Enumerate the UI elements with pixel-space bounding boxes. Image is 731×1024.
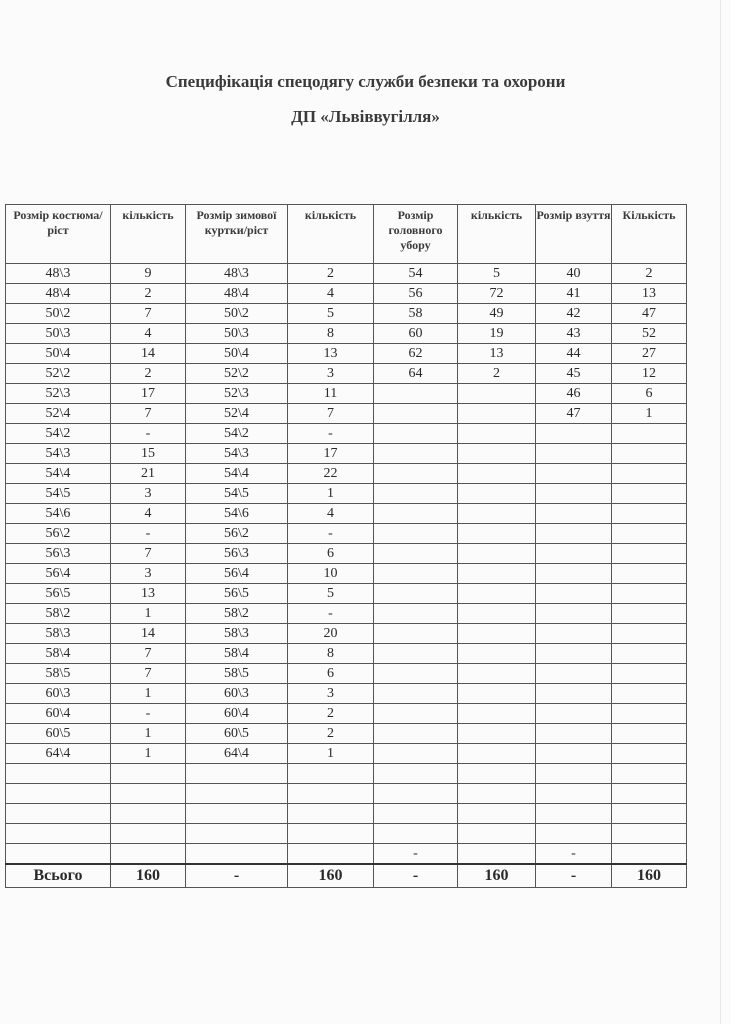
table-cell <box>288 844 374 865</box>
table-cell <box>111 804 186 824</box>
table-cell <box>458 584 536 604</box>
table-cell <box>288 824 374 844</box>
table-cell: 40 <box>536 264 612 284</box>
table-cell <box>612 804 687 824</box>
table-cell <box>458 664 536 684</box>
table-cell: 60\3 <box>186 684 288 704</box>
table-row <box>6 644 687 664</box>
table-cell: - <box>288 604 374 624</box>
table-cell: 56\4 <box>6 564 111 584</box>
table-cell: 4 <box>111 324 186 344</box>
table-row <box>6 424 687 444</box>
table-cell: 52\4 <box>186 404 288 424</box>
table-cell: - <box>288 424 374 444</box>
table-cell: 1 <box>288 744 374 764</box>
table-cell: 52\3 <box>186 384 288 404</box>
table-cell <box>458 544 536 564</box>
table-cell <box>536 424 612 444</box>
table-cell: 47 <box>612 304 687 324</box>
table-cell: 1 <box>111 724 186 744</box>
table-cell: 1 <box>288 484 374 504</box>
table-cell <box>612 504 687 524</box>
table-cell <box>458 844 536 865</box>
table-cell: 60\4 <box>186 704 288 724</box>
table-row <box>6 784 687 804</box>
total-cell: 160 <box>111 864 186 888</box>
table-cell: 7 <box>111 304 186 324</box>
table-cell: 54\5 <box>6 484 111 504</box>
table-cell <box>612 584 687 604</box>
table-cell: 13 <box>458 344 536 364</box>
table-cell <box>6 804 111 824</box>
table-cell <box>374 824 458 844</box>
table-row <box>6 764 687 784</box>
table-cell: 60 <box>374 324 458 344</box>
table-row <box>6 724 687 744</box>
table-cell: 58\3 <box>6 624 111 644</box>
table-cell: 22 <box>288 464 374 484</box>
table-cell: 14 <box>111 624 186 644</box>
header-suit-size: Розмір костюма/ ріст <box>6 205 111 264</box>
table-cell <box>612 644 687 664</box>
table-cell <box>458 744 536 764</box>
specification-table <box>5 204 687 888</box>
table-row <box>6 704 687 724</box>
table-row <box>6 744 687 764</box>
table-row <box>6 264 687 284</box>
header-hat-size: Розмір головного убору <box>374 205 458 264</box>
table-cell: 8 <box>288 324 374 344</box>
table-row <box>6 584 687 604</box>
table-cell <box>458 484 536 504</box>
table-cell <box>536 704 612 724</box>
table-cell <box>612 564 687 584</box>
table-cell: 52 <box>612 324 687 344</box>
table-cell: 54\3 <box>186 444 288 464</box>
table-header-row <box>6 205 687 264</box>
table-cell <box>612 704 687 724</box>
table-cell: 2 <box>288 724 374 744</box>
table-cell <box>536 744 612 764</box>
table-cell: 48\4 <box>6 284 111 304</box>
table-cell: 46 <box>536 384 612 404</box>
table-cell: 8 <box>288 644 374 664</box>
table-cell: - <box>111 524 186 544</box>
table-row <box>6 384 687 404</box>
table-row <box>6 364 687 384</box>
table-cell <box>536 544 612 564</box>
total-cell: 160 <box>458 864 536 888</box>
table-cell: 43 <box>536 324 612 344</box>
table-cell <box>612 604 687 624</box>
document-title: Специфікація спецодягу служби безпеки та охорони <box>165 72 566 91</box>
table-row <box>6 604 687 624</box>
table-cell: 60\5 <box>6 724 111 744</box>
table-cell <box>612 684 687 704</box>
table-cell: 56\5 <box>6 584 111 604</box>
table-cell: 7 <box>111 664 186 684</box>
table-cell: 21 <box>111 464 186 484</box>
table-cell: 50\3 <box>186 324 288 344</box>
table-cell <box>612 784 687 804</box>
table-row <box>6 484 687 504</box>
table-cell: - <box>111 704 186 724</box>
table-cell <box>536 664 612 684</box>
total-cell: 160 <box>612 864 687 888</box>
table-cell: 6 <box>288 664 374 684</box>
table-cell: 13 <box>288 344 374 364</box>
table-cell <box>536 524 612 544</box>
table-cell <box>374 564 458 584</box>
table-cell: 56 <box>374 284 458 304</box>
table-cell <box>536 724 612 744</box>
table-cell: 17 <box>111 384 186 404</box>
table-cell <box>458 684 536 704</box>
table-cell <box>374 744 458 764</box>
table-cell: 52\3 <box>6 384 111 404</box>
table-cell: 58\2 <box>6 604 111 624</box>
table-cell: 48\4 <box>186 284 288 304</box>
table-cell <box>458 804 536 824</box>
table-cell: 5 <box>288 304 374 324</box>
table-cell <box>612 424 687 444</box>
table-cell: 7 <box>111 404 186 424</box>
table-row <box>6 464 687 484</box>
table-cell <box>612 624 687 644</box>
table-cell: 50\2 <box>6 304 111 324</box>
table-cell: 64 <box>374 364 458 384</box>
table-cell: 50\4 <box>6 344 111 364</box>
table-cell <box>374 804 458 824</box>
table-cell: 7 <box>288 404 374 424</box>
table-cell <box>374 524 458 544</box>
table-cell <box>536 504 612 524</box>
table-cell <box>186 764 288 784</box>
table-cell <box>536 444 612 464</box>
table-cell: 50\3 <box>6 324 111 344</box>
table-cell: 6 <box>612 384 687 404</box>
header-jacket-qty: кількість <box>288 205 374 264</box>
table-cell: 50\2 <box>186 304 288 324</box>
table-cell <box>374 684 458 704</box>
table-cell: 58\3 <box>186 624 288 644</box>
table-cell: 42 <box>536 304 612 324</box>
table-cell <box>458 564 536 584</box>
table-cell <box>458 784 536 804</box>
table-cell <box>374 384 458 404</box>
table-cell <box>374 464 458 484</box>
table-row <box>6 284 687 304</box>
table-cell: 56\5 <box>186 584 288 604</box>
table-cell: 58\5 <box>186 664 288 684</box>
table-cell <box>536 484 612 504</box>
table-cell <box>111 784 186 804</box>
table-cell: 14 <box>111 344 186 364</box>
table-cell <box>458 504 536 524</box>
table-cell: - <box>111 424 186 444</box>
table-row <box>6 524 687 544</box>
table-cell: 58\5 <box>6 664 111 684</box>
table-cell: 56\4 <box>186 564 288 584</box>
table-cell <box>612 664 687 684</box>
table-cell: 60\3 <box>6 684 111 704</box>
table-cell <box>612 524 687 544</box>
table-row <box>6 624 687 644</box>
table-cell: 49 <box>458 304 536 324</box>
table-cell: 15 <box>111 444 186 464</box>
table-cell <box>458 764 536 784</box>
table-cell: 4 <box>288 504 374 524</box>
table-cell <box>111 844 186 865</box>
table-cell: 50\4 <box>186 344 288 364</box>
total-cell: 160 <box>288 864 374 888</box>
table-cell: 4 <box>288 284 374 304</box>
table-cell <box>612 544 687 564</box>
table-cell <box>536 584 612 604</box>
total-cell: - <box>536 864 612 888</box>
table-cell: 54\6 <box>186 504 288 524</box>
table-cell <box>458 624 536 644</box>
table-cell <box>612 844 687 865</box>
table-cell <box>458 604 536 624</box>
table-cell: 2 <box>111 364 186 384</box>
table-cell <box>111 764 186 784</box>
table-cell <box>612 824 687 844</box>
table-cell: 17 <box>288 444 374 464</box>
table-cell: 54\6 <box>6 504 111 524</box>
table-cell: - <box>536 844 612 865</box>
table-cell: 5 <box>458 264 536 284</box>
table-cell <box>458 404 536 424</box>
table-cell: 54\4 <box>6 464 111 484</box>
table-cell <box>186 804 288 824</box>
table-cell: 7 <box>111 644 186 664</box>
table-cell <box>6 844 111 865</box>
table-cell: 60\4 <box>6 704 111 724</box>
table-cell: 1 <box>111 684 186 704</box>
table-cell: 52\2 <box>6 364 111 384</box>
table-cell <box>288 804 374 824</box>
table-cell <box>536 684 612 704</box>
table-cell: 54 <box>374 264 458 284</box>
table-cell <box>536 804 612 824</box>
table-cell <box>458 384 536 404</box>
table-cell <box>374 704 458 724</box>
table-cell: 2 <box>288 264 374 284</box>
table-row <box>6 344 687 364</box>
table-cell <box>374 584 458 604</box>
total-cell: - <box>186 864 288 888</box>
table-cell: 11 <box>288 384 374 404</box>
table-cell <box>536 624 612 644</box>
table-cell <box>536 764 612 784</box>
table-cell <box>288 784 374 804</box>
table-cell <box>536 824 612 844</box>
header-hat-qty: кількість <box>458 205 536 264</box>
table-cell <box>612 444 687 464</box>
document-subtitle: ДП «Львіввугілля» <box>291 107 440 126</box>
table-cell: 5 <box>288 584 374 604</box>
table-row <box>6 324 687 344</box>
table-row <box>6 564 687 584</box>
table-cell <box>536 464 612 484</box>
table-row <box>6 804 687 824</box>
table-cell: 13 <box>612 284 687 304</box>
table-cell: - <box>374 844 458 865</box>
table-cell: 2 <box>111 284 186 304</box>
table-cell: 56\3 <box>186 544 288 564</box>
table-cell <box>374 604 458 624</box>
table-body <box>6 264 687 865</box>
table-cell: 64\4 <box>186 744 288 764</box>
table-cell: 54\5 <box>186 484 288 504</box>
page-edge <box>720 0 721 1024</box>
table-cell <box>374 424 458 444</box>
table-cell <box>612 724 687 744</box>
table-cell <box>458 824 536 844</box>
table-cell: 3 <box>111 564 186 584</box>
table-cell: 56\3 <box>6 544 111 564</box>
table-row <box>6 504 687 524</box>
table-row <box>6 844 687 865</box>
table-cell: 7 <box>111 544 186 564</box>
table-cell <box>458 464 536 484</box>
table-cell: 72 <box>458 284 536 304</box>
total-label: Всього <box>6 864 111 888</box>
total-cell: - <box>374 864 458 888</box>
table-cell: 10 <box>288 564 374 584</box>
table-cell <box>111 824 186 844</box>
table-cell: 52\2 <box>186 364 288 384</box>
table-cell: 9 <box>111 264 186 284</box>
table-cell: 12 <box>612 364 687 384</box>
table-cell <box>6 764 111 784</box>
table-cell <box>374 764 458 784</box>
table-cell <box>374 504 458 524</box>
table-cell: 13 <box>111 584 186 604</box>
table-cell <box>374 544 458 564</box>
table-cell: 3 <box>111 484 186 504</box>
table-cell <box>458 724 536 744</box>
table-cell <box>6 824 111 844</box>
header-jacket-size: Розмір зимової куртки/ріст <box>186 205 288 264</box>
table-cell <box>374 444 458 464</box>
table-cell <box>612 744 687 764</box>
table-cell: 2 <box>458 364 536 384</box>
table-cell: 56\2 <box>186 524 288 544</box>
table-row <box>6 824 687 844</box>
table-cell: 19 <box>458 324 536 344</box>
table-cell: 4 <box>111 504 186 524</box>
total-row <box>6 864 687 888</box>
table-cell <box>536 604 612 624</box>
table-cell: 44 <box>536 344 612 364</box>
table-cell: 6 <box>288 544 374 564</box>
table-cell: - <box>288 524 374 544</box>
table-cell: 48\3 <box>6 264 111 284</box>
table-cell <box>612 484 687 504</box>
table-cell: 2 <box>612 264 687 284</box>
table-cell <box>458 524 536 544</box>
table-cell: 58 <box>374 304 458 324</box>
header-suit-qty: кількість <box>111 205 186 264</box>
table-cell <box>186 844 288 865</box>
table-cell <box>374 664 458 684</box>
table-cell: 64\4 <box>6 744 111 764</box>
table-cell <box>186 824 288 844</box>
table-cell: 58\2 <box>186 604 288 624</box>
table-cell <box>612 764 687 784</box>
table-cell <box>458 424 536 444</box>
table-cell <box>374 484 458 504</box>
table-cell: 3 <box>288 364 374 384</box>
table-cell: 54\3 <box>6 444 111 464</box>
table-row <box>6 444 687 464</box>
table-cell <box>374 724 458 744</box>
header-shoe-size: Розмір взуття <box>536 205 612 264</box>
table-cell: 1 <box>111 604 186 624</box>
table-cell: 54\4 <box>186 464 288 484</box>
table-cell <box>458 644 536 664</box>
table-row <box>6 544 687 564</box>
table-cell: 45 <box>536 364 612 384</box>
table-row <box>6 304 687 324</box>
table-cell <box>536 784 612 804</box>
table-cell: 54\2 <box>6 424 111 444</box>
header-shoe-qty: Кількість <box>612 205 687 264</box>
table-row <box>6 684 687 704</box>
table-cell: 1 <box>612 404 687 424</box>
table-cell: 47 <box>536 404 612 424</box>
table-cell <box>374 404 458 424</box>
table-cell <box>458 704 536 724</box>
table-cell: 48\3 <box>186 264 288 284</box>
table-cell <box>458 444 536 464</box>
table-cell <box>374 624 458 644</box>
table-cell: 41 <box>536 284 612 304</box>
table-row <box>6 404 687 424</box>
table-cell: 20 <box>288 624 374 644</box>
table-cell <box>186 784 288 804</box>
table-cell <box>6 784 111 804</box>
table-cell: 56\2 <box>6 524 111 544</box>
table-cell: 54\2 <box>186 424 288 444</box>
table-cell <box>374 784 458 804</box>
table-cell: 27 <box>612 344 687 364</box>
table-cell: 2 <box>288 704 374 724</box>
table-cell <box>536 564 612 584</box>
table-cell <box>374 644 458 664</box>
table-row <box>6 664 687 684</box>
table-cell: 62 <box>374 344 458 364</box>
table-cell: 1 <box>111 744 186 764</box>
table-cell: 52\4 <box>6 404 111 424</box>
table-cell <box>612 464 687 484</box>
table-cell <box>536 644 612 664</box>
table-cell: 58\4 <box>186 644 288 664</box>
table-cell: 3 <box>288 684 374 704</box>
table-cell: 60\5 <box>186 724 288 744</box>
table-cell: 58\4 <box>6 644 111 664</box>
table-cell <box>288 764 374 784</box>
